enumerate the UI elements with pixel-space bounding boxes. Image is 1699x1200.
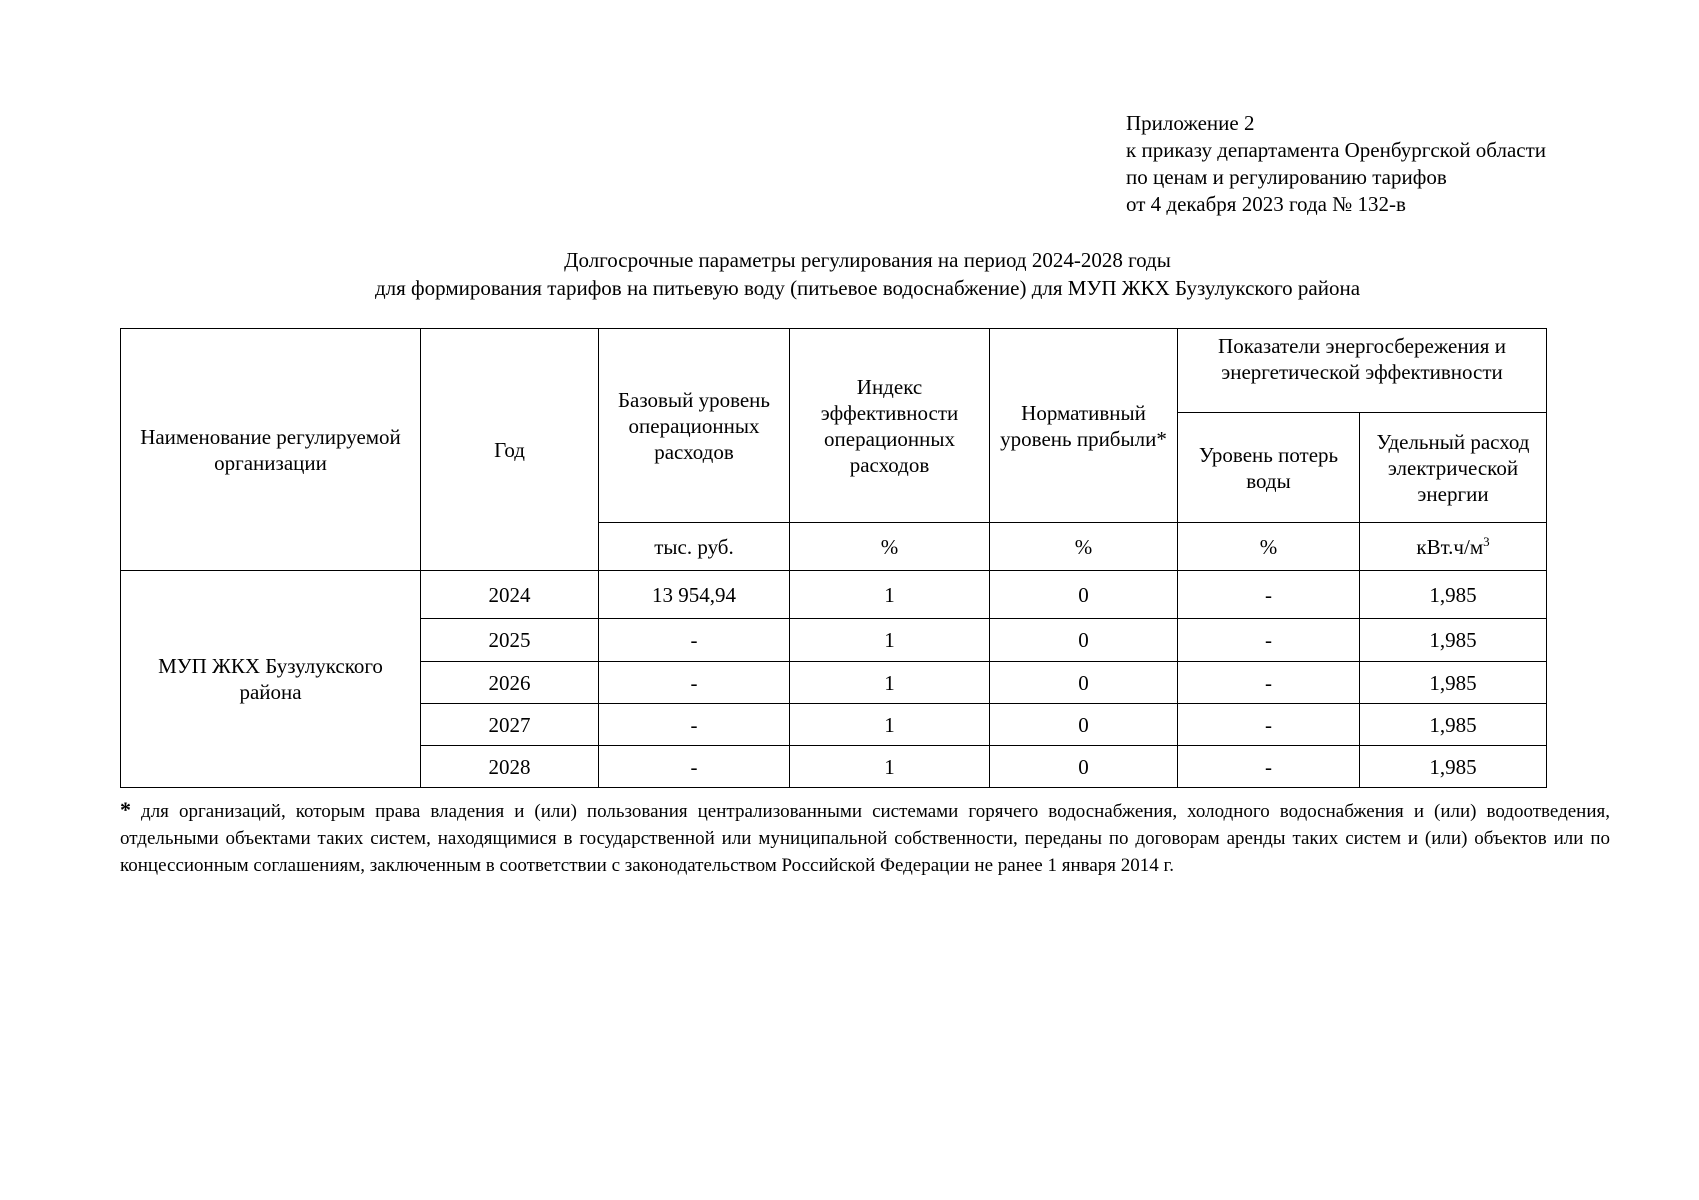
profit-cell: 0 xyxy=(990,704,1178,746)
unit-water-loss: % xyxy=(1178,523,1360,571)
year-cell: 2024 xyxy=(421,571,599,619)
appendix-line: Приложение 2 xyxy=(1126,111,1255,135)
table-row xyxy=(121,571,1547,619)
year-cell: 2026 xyxy=(421,662,599,704)
unit-profit-level: % xyxy=(990,523,1178,571)
title-line: Долгосрочные параметры регулирования на период 2024-2028 годы xyxy=(564,248,1171,272)
header-base-level: Базовый уровень операционных расходов xyxy=(599,329,790,523)
header-org: Наименование регулируемой организации xyxy=(121,329,421,571)
unit-efficiency-index: % xyxy=(790,523,990,571)
year-cell: 2025 xyxy=(421,619,599,662)
header-energy-group: Показатели энергосбережения и энергетической эффективности xyxy=(1178,329,1547,413)
profit-cell: 0 xyxy=(990,746,1178,788)
header-water-loss: Уровень потерь воды xyxy=(1178,413,1360,523)
electricity-cell: 1,985 xyxy=(1360,704,1547,746)
loss-cell: - xyxy=(1178,662,1360,704)
title-line: для формирования тарифов на питьевую воду (питьевое водоснабжение) для МУП ЖКХ Бузулукского района xyxy=(374,276,1361,300)
index-cell: 1 xyxy=(790,619,990,662)
parameters-table xyxy=(120,328,1547,788)
profit-cell: 0 xyxy=(990,662,1178,704)
index-cell: 1 xyxy=(790,571,990,619)
electricity-cell: 1,985 xyxy=(1360,746,1547,788)
appendix-line: от 4 декабря 2023 года № 132-в xyxy=(1126,192,1406,216)
header-profit-level: Нормативный уровень прибыли* xyxy=(990,329,1178,523)
unit-electricity-base: кВт.ч/м xyxy=(1416,534,1484,559)
unit-base-level: тыс. руб. xyxy=(599,523,790,571)
header-efficiency-index: Индекс эффективности операционных расходов xyxy=(790,329,990,523)
index-cell: 1 xyxy=(790,662,990,704)
base-cell: - xyxy=(599,662,790,704)
appendix-line: по ценам и регулированию тарифов xyxy=(1126,165,1447,189)
loss-cell: - xyxy=(1178,746,1360,788)
loss-cell: - xyxy=(1178,704,1360,746)
unit-electricity-sup: 3 xyxy=(1483,533,1490,549)
base-cell: - xyxy=(599,619,790,662)
year-cell: 2027 xyxy=(421,704,599,746)
loss-cell: - xyxy=(1178,571,1360,619)
electricity-cell: 1,985 xyxy=(1360,619,1547,662)
footnote xyxy=(120,796,1610,879)
footnote-text: для организаций, которым права владения и (или) пользования централизованными системами горячего водоснабжения, холодного водоснабжения и (или) водоотведения, отдельными объектами таких систем, находящимися в государственной или муниципальной собственности, переданы по договорам аренды таких систем и (или) объектов или по концессионным соглашениям, заключенным в соответствии с законодательством Российской Федерации не ранее 1 января 2014 г. xyxy=(120,801,1610,876)
footnote-star: * xyxy=(120,797,131,822)
profit-cell: 0 xyxy=(990,619,1178,662)
header-electricity: Удельный расход электрической энергии xyxy=(1360,413,1547,523)
electricity-cell: 1,985 xyxy=(1360,662,1547,704)
document-title xyxy=(0,246,1699,302)
base-cell: - xyxy=(599,704,790,746)
base-cell: 13 954,94 xyxy=(599,571,790,619)
base-cell: - xyxy=(599,746,790,788)
index-cell: 1 xyxy=(790,704,990,746)
electricity-cell: 1,985 xyxy=(1360,571,1547,619)
loss-cell: - xyxy=(1178,619,1360,662)
appendix-block xyxy=(1126,110,1546,218)
appendix-line: к приказу департамента Оренбургской области xyxy=(1126,138,1546,162)
profit-cell: 0 xyxy=(990,571,1178,619)
index-cell: 1 xyxy=(790,746,990,788)
year-cell: 2028 xyxy=(421,746,599,788)
header-year: Год xyxy=(421,329,599,571)
org-name-cell: МУП ЖКХ Бузулукского района xyxy=(121,571,421,788)
unit-electricity xyxy=(1360,523,1547,571)
